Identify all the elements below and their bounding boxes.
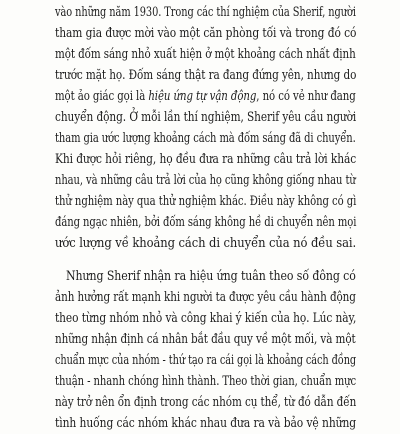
text-line: tham gia ước lượng khoảng cách mà đốm sáng đã di chuyển. — [55, 131, 356, 146]
text-line: tham gia được mời vào một căn phòng tối và trong đó có — [55, 26, 357, 41]
text-line: một đốm sáng nhỏ xuất hiện ở một khoảng cách nhất định — [55, 47, 356, 62]
italic-term: hiệu ứng tự vận động — [148, 89, 257, 104]
text-line: này trở nên ổn định trong các nhóm cụ thể, từ đó dẫn đến — [55, 395, 357, 410]
text-line: chuyển động. Ở mỗi lần thí nghiệm, Sherif yêu cầu người — [55, 110, 357, 125]
text-segment: một ảo giác gọi là — [55, 89, 149, 104]
text-line-italic — [55, 86, 356, 107]
text-line: thử nghiệm này qua thử nghiệm khác. Điều này không có gì — [55, 194, 357, 209]
text-segment: , nó có vẻ như đang — [256, 89, 356, 104]
text-line: ảnh hưởng rất mạnh khi người ta được yêu cầu hành động — [55, 290, 356, 305]
text-line: tình huống các nhóm khác nhau đưa ra và bảo vệ những — [55, 416, 357, 431]
text-line: những nhận định cá nhân bắt đầu quy về một mối, và một — [55, 332, 356, 347]
text-line: đáng ngạc nhiên, bởi đốm sáng không hề di chuyển nên mọi — [55, 215, 357, 230]
text-line: theo từng nhóm nhỏ và công khai ý kiến của họ. Lúc này, — [55, 311, 357, 326]
text-line: Nhưng Sherif nhận ra hiệu ứng tuân theo số đông có — [66, 269, 356, 284]
text-line: trước mặt họ. Đốm sáng thật ra đang đứng yên, nhưng do — [55, 68, 357, 83]
text-line: nhau, và những câu trả lời của họ cũng không giống nhau từ — [55, 173, 356, 188]
text-line: vào những năm 1930. Trong các thí nghiệm của Sherif, người — [55, 5, 356, 20]
text-line: chuẩn mực của nhóm - thứ tạo ra cái gọi là khoảng cách đồng — [55, 353, 357, 368]
text-line: thuận - nhanh chóng hình thành. Theo thời gian, chuẩn mực — [55, 374, 357, 389]
text-line: ước lượng về khoảng cách di chuyển của nó đều sai. — [55, 236, 357, 251]
text-line: Khi được hỏi riêng, họ đều đưa ra những câu trả lời khác — [55, 152, 357, 167]
